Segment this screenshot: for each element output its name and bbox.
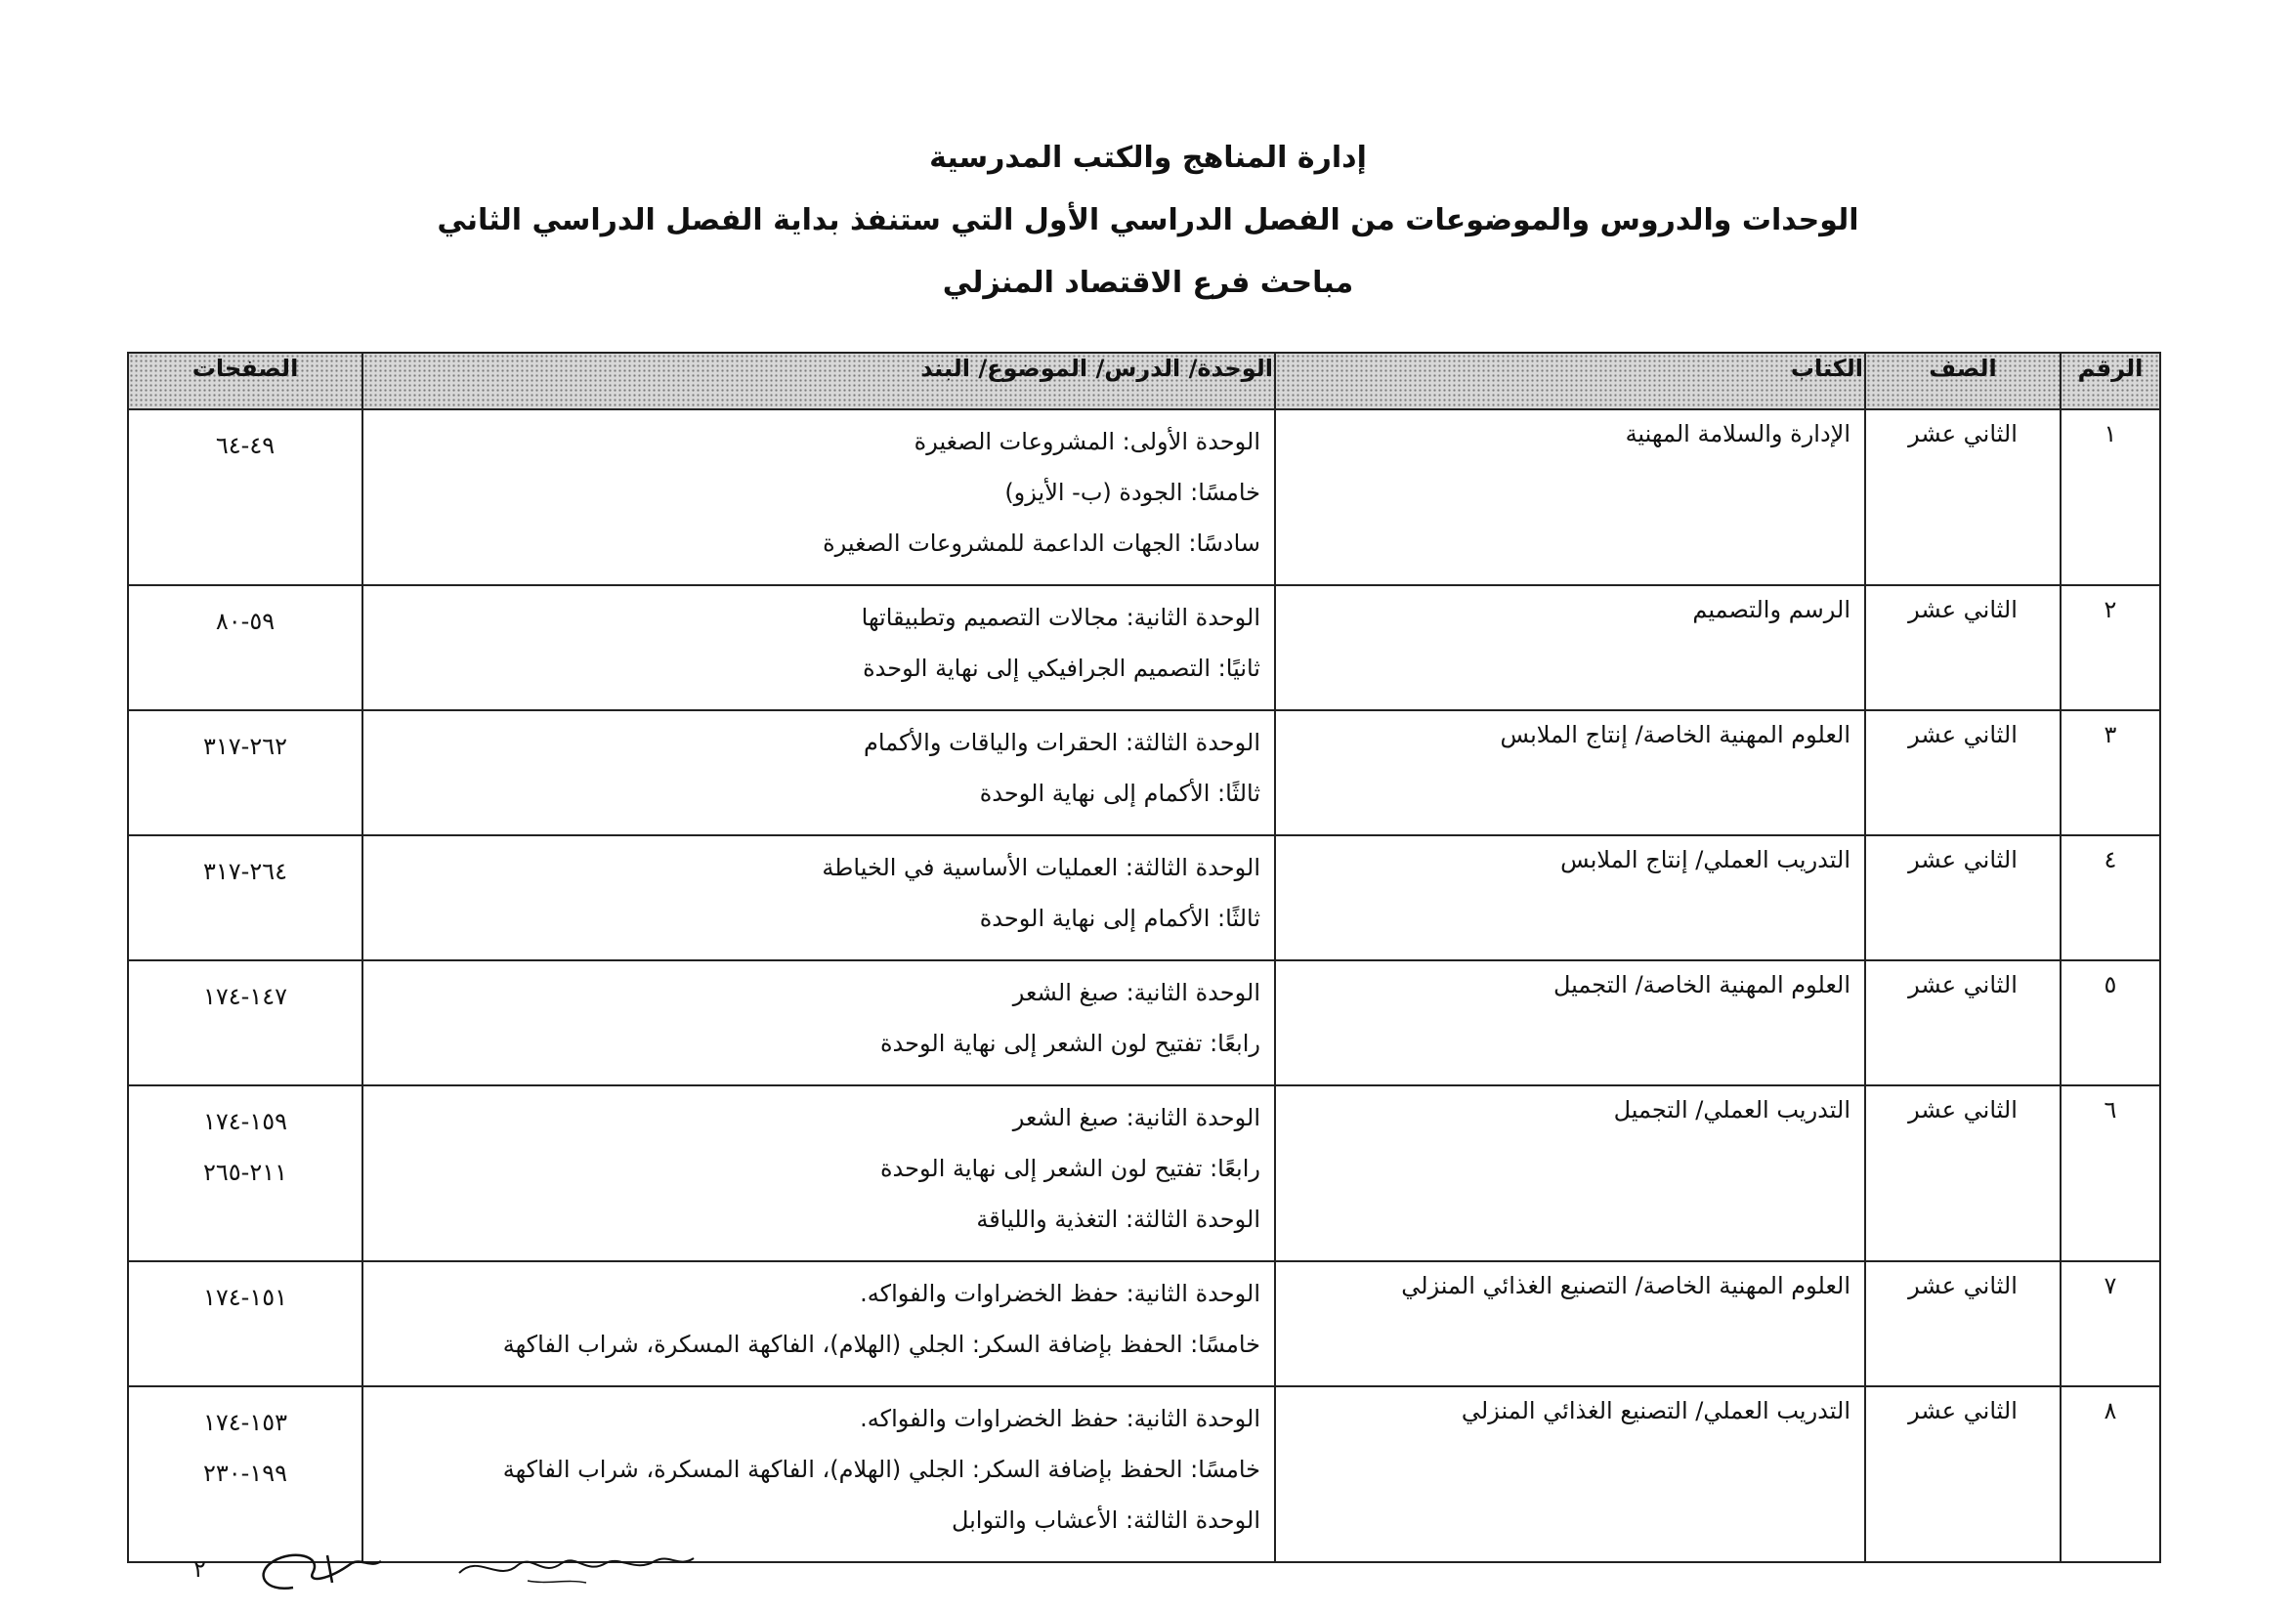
row-pages xyxy=(128,835,362,960)
table-header-row xyxy=(128,353,2160,409)
pages-range: ١٥٣-١٧٤ xyxy=(202,1409,287,1436)
unit-line: الوحدة الثانية: صبغ الشعر xyxy=(1012,979,1260,1006)
unit-line: ثالثًا: الأكمام إلى نهاية الوحدة xyxy=(979,780,1260,807)
row-book: التدريب العملي/ التصنيع الغذائي المنزلي xyxy=(1275,1386,1865,1562)
row-book: العلوم المهنية الخاصة/ إنتاج الملابس xyxy=(1275,710,1865,835)
row-book: التدريب العملي/ التجميل xyxy=(1275,1085,1865,1261)
curriculum-table-container xyxy=(127,352,2159,1563)
unit-line: الوحدة الثالثة: الحقرات والياقات والأكمام xyxy=(864,729,1260,756)
row-book: العلوم المهنية الخاصة/ التجميل xyxy=(1275,960,1865,1085)
row-units xyxy=(362,1261,1275,1386)
row-units xyxy=(362,835,1275,960)
header-book: الكتاب xyxy=(1275,353,1865,409)
unit-line: سادسًا: الجهات الداعمة للمشروعات الصغيرة xyxy=(823,530,1260,557)
pages-range: ٢٦٢-٣١٧ xyxy=(202,733,287,760)
row-number: ١ xyxy=(2061,409,2160,585)
pages-range: ١٥٩-١٧٤ xyxy=(202,1108,287,1135)
pages-range: ١٤٧-١٧٤ xyxy=(202,983,287,1010)
pages-range: ٢١١-٢٦٥ xyxy=(202,1159,287,1186)
row-units xyxy=(362,710,1275,835)
row-number: ٣ xyxy=(2061,710,2160,835)
row-grade: الثاني عشر xyxy=(1865,1386,2061,1562)
unit-line: الوحدة الثانية: صبغ الشعر xyxy=(1012,1104,1260,1131)
pages-range: ٥٩-٨٠ xyxy=(215,608,276,635)
curriculum-table xyxy=(127,352,2161,1563)
handwritten-signature xyxy=(234,1534,743,1602)
row-pages xyxy=(128,1261,362,1386)
unit-line: خامسًا: الحفظ بإضافة السكر: الجلي (الهلام)، الفاكهة المسكرة، شراب الفاكهة xyxy=(502,1331,1260,1358)
document-title: إدارة المناهج والكتب المدرسية xyxy=(929,141,1367,175)
row-pages xyxy=(128,710,362,835)
unit-line: الوحدة الثالثة: الأعشاب والتوابل xyxy=(951,1506,1260,1534)
unit-line: خامسًا: الجودة (ب- الأيزو) xyxy=(1004,479,1260,506)
header-units: الوحدة/ الدرس/ الموضوع/ البند xyxy=(362,353,1275,409)
row-grade: الثاني عشر xyxy=(1865,960,2061,1085)
row-book: الإدارة والسلامة المهنية xyxy=(1275,409,1865,585)
row-pages xyxy=(128,585,362,710)
row-units xyxy=(362,1085,1275,1261)
row-book: التدريب العملي/ إنتاج الملابس xyxy=(1275,835,1865,960)
row-grade: الثاني عشر xyxy=(1865,835,2061,960)
unit-line: ثالثًا: الأكمام إلى نهاية الوحدة xyxy=(979,905,1260,932)
row-grade: الثاني عشر xyxy=(1865,585,2061,710)
unit-line: الوحدة الثالثة: التغذية واللياقة xyxy=(976,1206,1260,1233)
pages-range: ١٩٩-٢٣٠ xyxy=(202,1460,287,1487)
pages-range: ١٥١-١٧٤ xyxy=(202,1284,287,1311)
row-number: ٦ xyxy=(2061,1085,2160,1261)
page-number: ٢ xyxy=(193,1555,206,1583)
row-number: ٤ xyxy=(2061,835,2160,960)
row-number: ٧ xyxy=(2061,1261,2160,1386)
row-units xyxy=(362,960,1275,1085)
header-grade: الصف xyxy=(1865,353,2061,409)
section-title: مباحث فرع الاقتصاد المنزلي xyxy=(942,266,1354,300)
row-grade: الثاني عشر xyxy=(1865,1261,2061,1386)
row-units xyxy=(362,409,1275,585)
row-book: الرسم والتصميم xyxy=(1275,585,1865,710)
row-pages xyxy=(128,960,362,1085)
table-row xyxy=(128,710,2160,835)
row-grade: الثاني عشر xyxy=(1865,710,2061,835)
unit-line: الوحدة الثانية: مجالات التصميم وتطبيقاتها xyxy=(861,604,1260,631)
document-header xyxy=(0,127,2296,315)
row-number: ٥ xyxy=(2061,960,2160,1085)
document-subtitle: الوحدات والدروس والموضوعات من الفصل الدراسي الأول التي ستنفذ بداية الفصل الدراسي الثاني xyxy=(437,203,1859,237)
row-number: ٨ xyxy=(2061,1386,2160,1562)
table-row xyxy=(128,1085,2160,1261)
row-number: ٢ xyxy=(2061,585,2160,710)
unit-line: رابعًا: تفتيح لون الشعر إلى نهاية الوحدة xyxy=(879,1155,1260,1182)
header-number: الرقم xyxy=(2061,353,2160,409)
unit-line: خامسًا: الحفظ بإضافة السكر: الجلي (الهلام)، الفاكهة المسكرة، شراب الفاكهة xyxy=(502,1456,1260,1483)
unit-line: الوحدة الأولى: المشروعات الصغيرة xyxy=(914,428,1260,455)
row-grade: الثاني عشر xyxy=(1865,1085,2061,1261)
table-row xyxy=(128,960,2160,1085)
header-pages: الصفحات xyxy=(128,353,362,409)
table-row xyxy=(128,835,2160,960)
unit-line: ثانيًا: التصميم الجرافيكي إلى نهاية الوحدة xyxy=(863,655,1260,682)
pages-range: ٢٦٤-٣١٧ xyxy=(202,858,287,885)
row-book: العلوم المهنية الخاصة/ التصنيع الغذائي المنزلي xyxy=(1275,1261,1865,1386)
table-row xyxy=(128,409,2160,585)
unit-line: الوحدة الثالثة: العمليات الأساسية في الخياطة xyxy=(822,854,1260,881)
row-pages xyxy=(128,409,362,585)
page-footer xyxy=(176,1534,762,1602)
row-grade: الثاني عشر xyxy=(1865,409,2061,585)
unit-line: الوحدة الثانية: حفظ الخضراوات والفواكه. xyxy=(860,1405,1260,1432)
unit-line: رابعًا: تفتيح لون الشعر إلى نهاية الوحدة xyxy=(879,1030,1260,1057)
table-row xyxy=(128,1261,2160,1386)
pages-range: ٤٩-٦٤ xyxy=(215,432,276,459)
row-pages xyxy=(128,1085,362,1261)
unit-line: الوحدة الثانية: حفظ الخضراوات والفواكه. xyxy=(860,1280,1260,1307)
row-units xyxy=(362,585,1275,710)
table-row xyxy=(128,585,2160,710)
